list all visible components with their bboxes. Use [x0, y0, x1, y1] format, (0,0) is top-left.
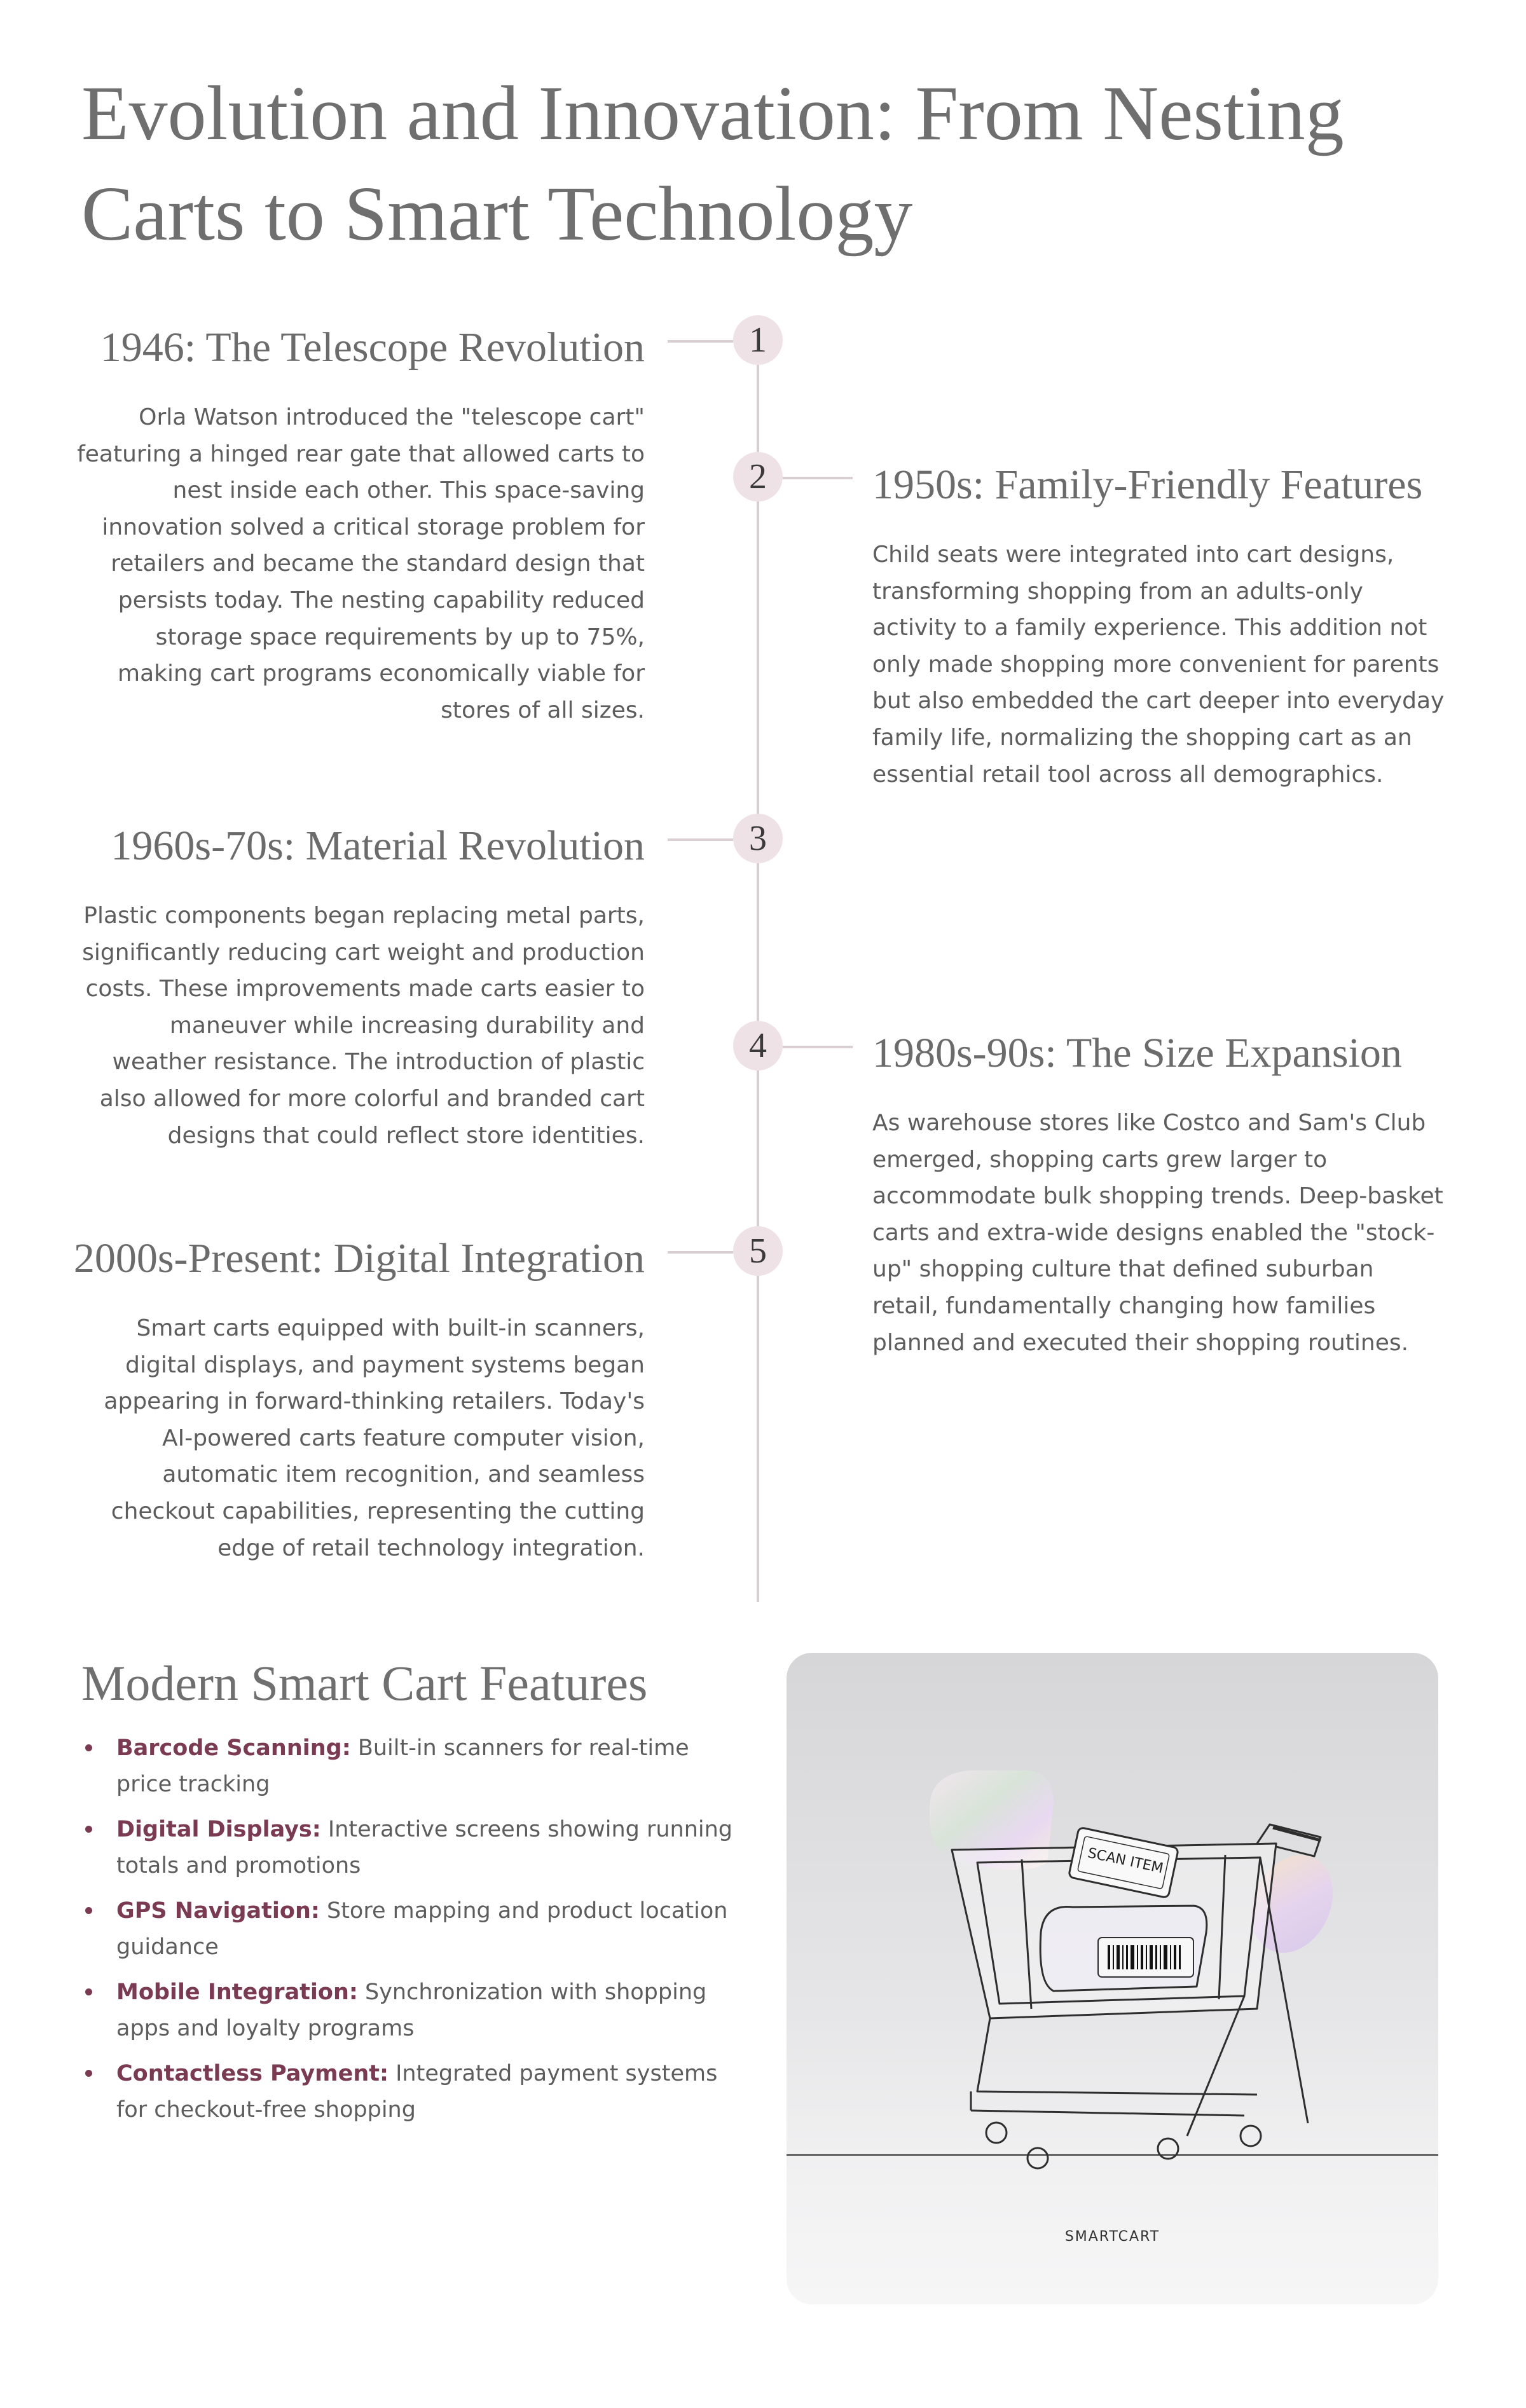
timeline-entry-1950s — [872, 459, 1445, 793]
feature-item-digital-displays — [81, 1812, 749, 1884]
features-title: Modern Smart Cart Features — [81, 1655, 648, 1711]
timeline-body: Orla Watson introduced the "telescope cart" featuring a hinged rear gate that allowed carts to nest inside each other. This space-saving innovation solved a critical storage problem for retailers and became the standard design that persists today. The nesting capability reduced storage space requirements by up to 75%, making cart programs economically viable for stores of all sizes. — [77, 404, 645, 723]
timeline-marker-1: 1 — [733, 315, 783, 365]
brand-label: SMARTCART — [1064, 2229, 1160, 2245]
timeline-line — [757, 340, 759, 1602]
scan-item-label: SCAN ITEM — [1086, 1845, 1165, 1877]
feature-item-contactless-payment — [81, 2056, 749, 2128]
features-list — [81, 1730, 749, 2137]
timeline-body: Plastic components began replacing metal parts, significantly reducing cart weight and production costs. These improvements made carts easier to maneuver while increasing durability and weather resistance. The introduction of plastic also allowed for more colorful and branded cart designs that could reflect store identities. — [82, 903, 645, 1149]
smart-cart-illustration — [787, 1653, 1438, 2304]
feature-label: Digital Displays: — [116, 1817, 321, 1842]
feature-label: Mobile Integration: — [116, 1980, 358, 2005]
feature-text: Interactive screens showing running totals and promotions — [116, 1817, 733, 1878]
timeline-entry-1946 — [72, 322, 645, 729]
timeline-marker-3: 3 — [733, 814, 783, 863]
feature-item-barcode-scanning — [81, 1730, 749, 1803]
feature-label: GPS Navigation: — [116, 1898, 320, 1924]
feature-text: Synchronization with shopping apps and loyalty programs — [116, 1980, 707, 2041]
feature-item-mobile-integration — [81, 1974, 749, 2047]
timeline-body: As warehouse stores like Costco and Sam's Club emerged, shopping carts grew larger to accommodate bulk shopping trends. Deep-basket carts and extra-wide designs enabled the "stock-up" shopping culture that defined suburban retail, fundamentally changing how families planned and executed their shopping routines. — [872, 1110, 1443, 1356]
timeline-body: Smart carts equipped with built-in scanners, digital displays, and payment systems began appearing in forward-thinking retailers. Today's AI-powered carts feature computer vision, automatic item recognition, and seamless checkout capabilities, representing the cutting edge of retail technology integration. — [104, 1315, 645, 1561]
timeline-entry-1960s-70s — [72, 820, 645, 1154]
feature-text: Integrated payment systems for checkout-free shopping — [116, 2061, 718, 2123]
timeline-heading: 2000s-Present: Digital Integration — [73, 1235, 645, 1282]
shopping-cart-icon — [787, 1653, 1438, 2304]
timeline-heading: 1980s-90s: The Size Expansion — [872, 1030, 1402, 1076]
feature-label: Barcode Scanning: — [116, 1735, 351, 1761]
timeline-marker-2: 2 — [733, 452, 783, 502]
timeline-heading: 1946: The Telescope Revolution — [100, 324, 645, 371]
timeline-heading: 1950s: Family-Friendly Features — [872, 462, 1423, 508]
feature-text: Store mapping and product location guidance — [116, 1898, 728, 1960]
timeline-connector-3 — [668, 838, 733, 841]
timeline-heading: 1960s-70s: Material Revolution — [111, 823, 645, 869]
timeline-marker-4: 4 — [733, 1021, 783, 1071]
feature-label: Contactless Payment: — [116, 2061, 388, 2086]
timeline-body: Child seats were integrated into cart designs, transforming shopping from an adults-only activity to a family experience. This addition not only made shopping more convenient for parents but also embedded the cart deeper into everyday family life, normalizing the shopping cart as an essential retail tool across all demographics. — [872, 542, 1445, 788]
timeline-entry-2000s-present — [72, 1233, 645, 1566]
barcode-icon — [1098, 1938, 1193, 1977]
timeline-marker-5: 5 — [733, 1226, 783, 1276]
timeline-entry-1980s-90s — [872, 1027, 1445, 1361]
feature-item-gps-navigation — [81, 1893, 749, 1966]
timeline-connector-1 — [668, 340, 733, 343]
timeline-connector-2 — [783, 477, 853, 479]
page-title: Evolution and Innovation: From Nesting Carts to Smart Technology — [81, 71, 1344, 257]
timeline-connector-4 — [783, 1046, 853, 1048]
feature-text: Built-in scanners for real-time price tracking — [116, 1735, 689, 1797]
timeline-connector-5 — [668, 1251, 733, 1254]
